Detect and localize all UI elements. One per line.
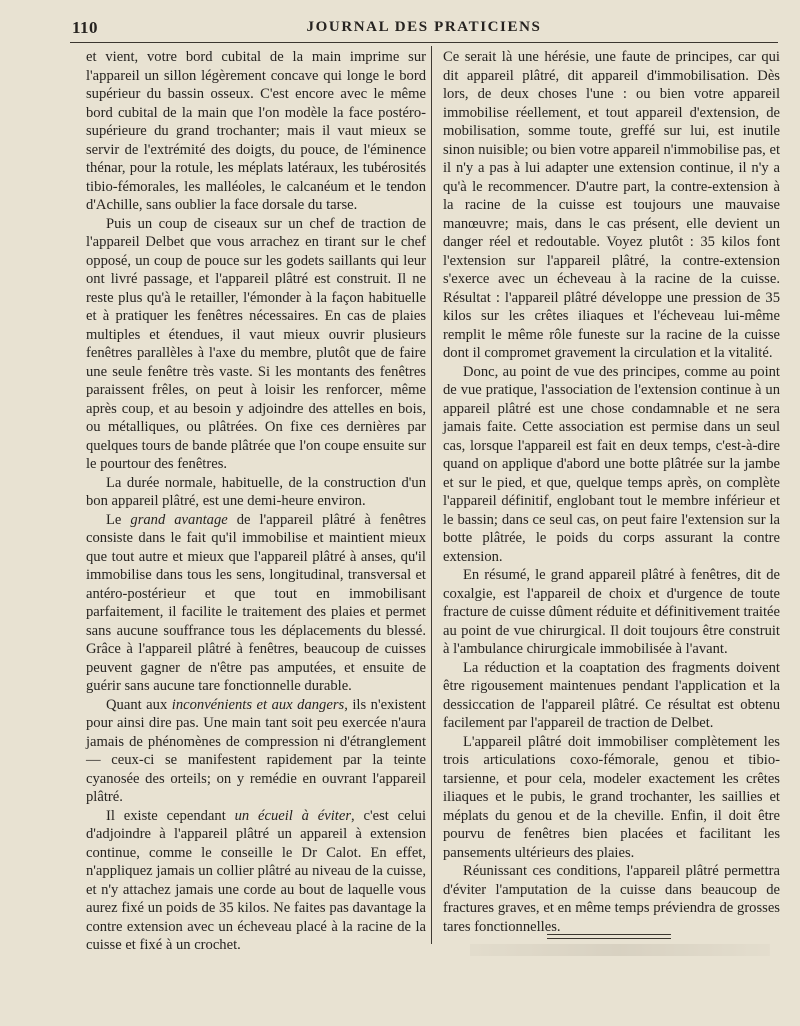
bleed-through xyxy=(470,944,770,956)
paragraph: Puis un coup de ciseaux sur un chef de traction de l'appareil Delbet que vous arrachez en tirant sur le chef opposé, un coup de pouce sur les godets saillants qui leur ont livré passage, et l'appareil plâtré est construit. Il ne reste plus qu'à le retailler, l'émonder à la façon habituelle et à pratiquer les fenêtres nécessaires. En cas de plaies multiples et étendues, il vaut mieux ouvrir plusieurs fenêtres parallèles à l'axe du membre, plutôt que de faire une seule fenêtre très vaste. Si les montants des fenêtres paraissent frêles, on peut à loisir les renforcer, même après coup, et au besoin y adjoindre des attelles en bois, ou métalliques, ou plâtrées. On fixe ces dernières par quelques tours de bande plâtrée que l'on coupe ensuite sur le pourtour des fenêtres. xyxy=(86,215,426,472)
column-divider xyxy=(431,46,432,944)
paragraph: La réduction et la coaptation des fragments doivent être rigousement maintenues pendant l'application et la dessiccation de l'appareil plâtré. Ce résultat est obtenu facilement par l'appareil de traction de Delbet. xyxy=(443,659,780,731)
paragraph: La durée normale, habituelle, de la construction d'un bon appareil plâtré, est une demi-heure environ. xyxy=(86,474,426,509)
paragraph: Quant aux inconvénients et aux dangers, ils n'existent pour ainsi dire pas. Une main tant soit peu exercée n'aura jamais de phénomènes de compression ni d'étranglement — ceux-ci se manifestent rapidement par la teinte cyanosée des orteils; on y remédie en ouvrant l'appareil plâtré. xyxy=(86,696,426,805)
emphasis: inconvénients et aux dangers xyxy=(171,696,345,713)
paragraph: et vient, votre bord cubital de la main imprime sur l'appareil un sillon légèrement concave qui longe le bord supérieur du bassin osseux. C'est encore avec le même bord cubital de la main que l'on modèle la face postéro-supérieure du grand trochanter; mais il vaut mieux se servir de l'extrémité des doigts, du pouce, de l'éminence thénar, pour la rotule, les méplats latéraux, les tubérosités tibio-fémorales, les malléoles, le calcanéum et le tendon d'Achille, sans oublier la face dorsale du tarse. xyxy=(86,49,426,213)
emphasis: grand avantage xyxy=(130,511,228,528)
paragraph: Réunissant ces conditions, l'appareil plâtré permettra d'éviter l'amputation de la cuisse dans beaucoup de fractures graves, et en même temps préviendra de grosses tares fonctionnelles. xyxy=(443,863,780,935)
emphasis: un écueil à éviter xyxy=(234,807,352,824)
end-rule xyxy=(547,934,671,939)
right-column xyxy=(443,48,780,936)
paragraph: Le grand avantage de l'appareil plâtré à fenêtres consiste dans le fait qu'il immobilise et maintient mieux que tout autre et mieux que l'appareil plâtré à anses, qu'il immobilise dans tous les sens, longitudinal, transversal et antéro-postérieur et que tout en immobilisant parfaitement, il facilite le traitement des plaies et permet sans aucune souffrance tous les déplacements du blessé. Grâce à l'appareil plâtré à fenêtres, beaucoup de cuisses peuvent gagner de n'être pas amputées, et ensuite de guérir sans aucune tare fonctionnelle durable. xyxy=(86,511,427,694)
page-header xyxy=(70,16,778,43)
paragraph: L'appareil plâtré doit immobiliser complètement les trois articulations coxo-fémorale, genou et tibio-tarsienne, et pour cela, modeler exactement les crêtes iliaques et le pubis, le grand trochanter, les saillies et méplats du genou et de la cheville. Enfin, il doit être pourvu de fenêtres bien placées et facilitant les pansements ultérieurs des plaies. xyxy=(443,733,780,861)
paragraph: Ce serait là une hérésie, une faute de principes, car qui dit appareil plâtré, dit appareil d'immobilisation. Dès lors, de deux choses l'une : ou bien votre appareil immobilise réellement, et tout appareil d'extension, de mobilisation, somme toute, greffé sur lui, est inutile sinon nuisible; ou bien votre appareil n'immobilise pas, et il n'y a pas à lui adapter une extension continue, il n'y a qu'à le recommencer. D'autre part, la contre-extension à la racine de la cuisse est toujours une mauvaise manœuvre; mais, dans le cas présent, elle devient un danger réel et redoutable. Voyez plutôt : 35 kilos font l'extension sur l'appareil plâtré, la contre-extension s'exerce avec un écheveau à la racine de la cuisse. Résultat : l'appareil plâtré développe une pression de 35 kilos sur les crêtes iliaques et l'écheveau lui-même remplit le même rôle funeste sur la racine de la cuisse dont il compromet gravement la circulation et la vitalité. xyxy=(443,49,781,361)
left-column xyxy=(86,48,426,955)
paragraph: Il existe cependant un écueil à éviter, c'est celui d'adjoindre à l'appareil plâtré un appareil à extension continue, comme le conseille le Dr Calot. En effet, n'appliquez jamais un collier plâtré au niveau de la cuisse, et n'y attachez jamais une corde au bout de laquelle vous aurez fixé un poids de 35 kilos. Ne faites pas davantage la contre extension avec un écheveau placé à la racine de la cuisse et fixé à un crochet. xyxy=(86,807,427,953)
paragraph: Donc, au point de vue des principes, comme au point de vue pratique, l'association de l'extension continue à un appareil plâtré est une chose condamnable et ne sera jamais faite. Cette association est permise dans un seul cas, lorsque l'appareil est fait en deux temps, c'est-à-dire quand on applique d'abord une botte plâtrée sur la jambe et sur le pied, et que, quelque temps après, on complète l'appareil définitif, englobant tout le membre inférieur et le bassin; dans ce seul cas, on peut faire l'extension sur la botte plâtrée, le poids du corps assurant la contre extension. xyxy=(443,363,780,565)
paragraph: En résumé, le grand appareil plâtré à fenêtres, dit de coxalgie, est l'appareil de choix et d'urgence de toute fracture de cuisse dûment réduite et définitivement traitée au point de vue chirurgical. Il doit toujours être construit à l'ambulance chirurgicale immobilisée à l'avant. xyxy=(443,567,780,657)
page-number: 110 xyxy=(72,18,99,37)
running-title: JOURNAL DES PRATICIENS xyxy=(306,19,542,35)
